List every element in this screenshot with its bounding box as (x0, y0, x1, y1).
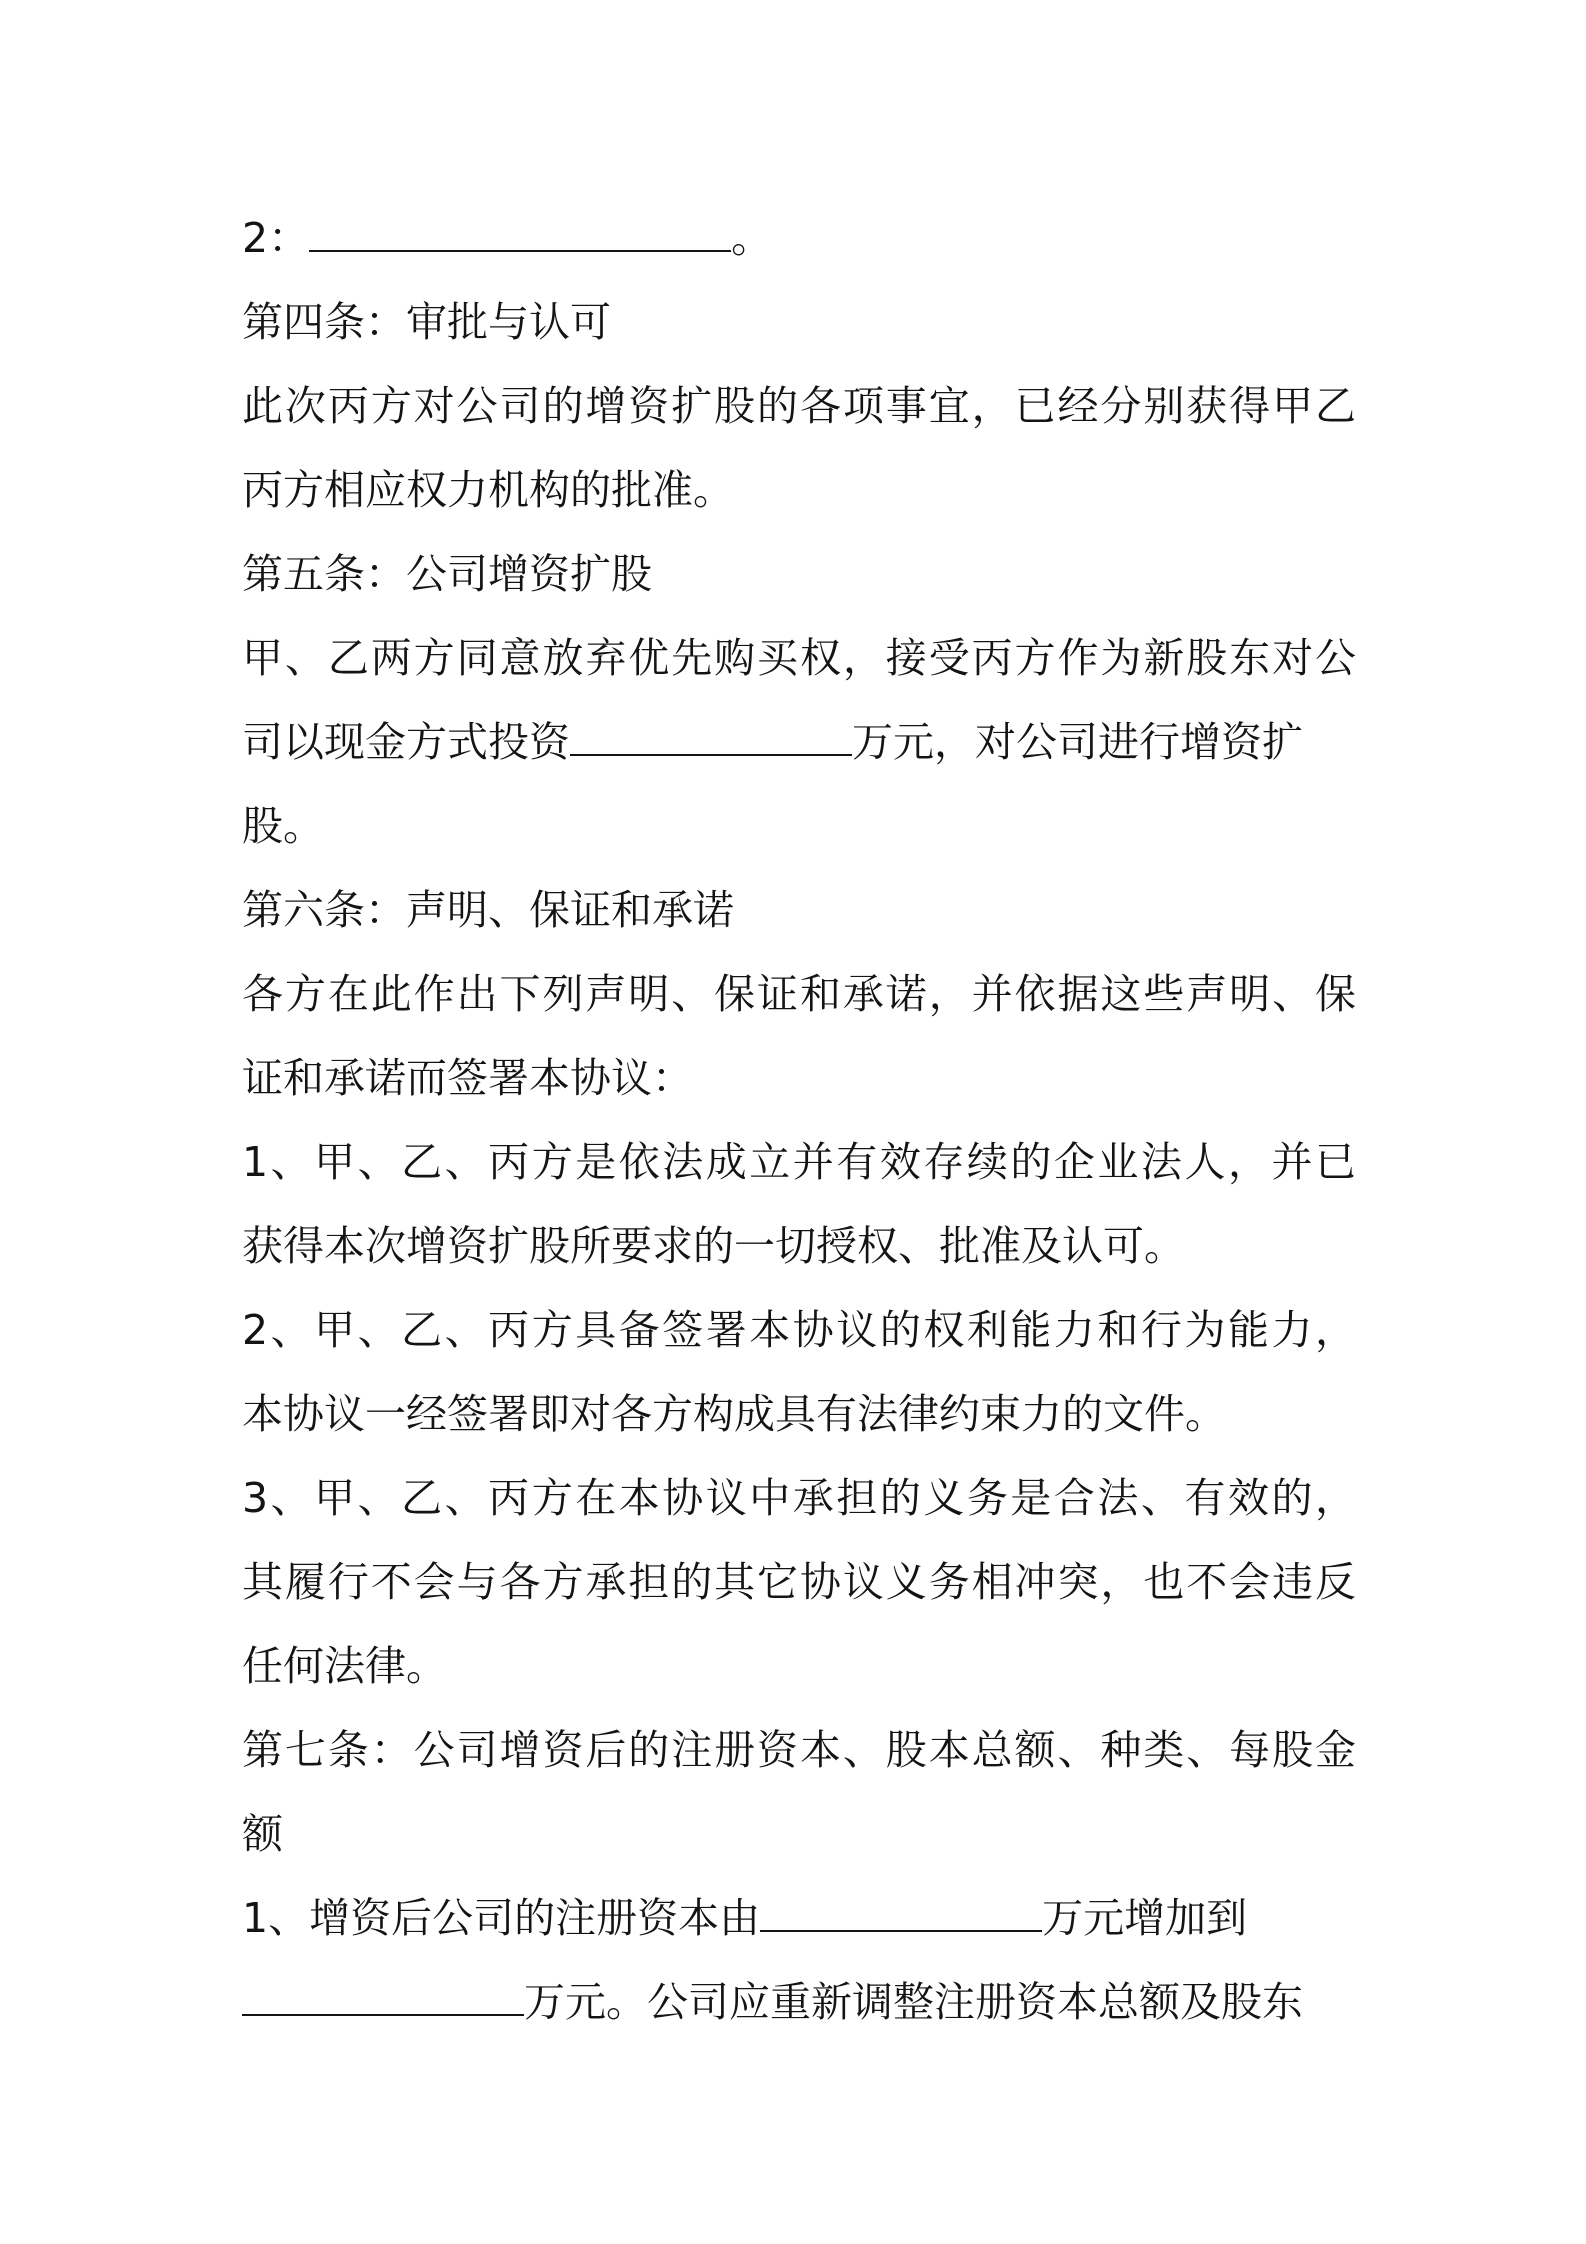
article-6-text-line-1: 各方在此作出下列声明、保证和承诺，并依据这些声明、保 (242, 970, 1356, 1018)
blank-field[interactable] (760, 1892, 1042, 1932)
article-6-item-3-line-1: 3、甲、乙、丙方在本协议中承担的义务是合法、有效的， (242, 1474, 1356, 1522)
article-6-heading: 第六条：声明、保证和承诺 (242, 886, 734, 934)
clause-2-number: 2： (242, 214, 310, 262)
article-6-text-line-2: 证和承诺而签署本协议： (242, 1054, 693, 1102)
article-4-text-line-1: 此次丙方对公司的增资扩股的各项事宜，已经分别获得甲乙 (242, 382, 1356, 430)
clause-2-period: 。 (731, 214, 773, 262)
article-5-heading: 第五条：公司增资扩股 (242, 550, 652, 598)
article-7-item-1-line-1 (242, 1876, 1356, 1960)
article-6-item-1-line-2: 获得本次增资扩股所要求的一切授权、批准及认可。 (242, 1222, 1185, 1270)
document-page (242, 196, 1356, 2044)
article-7-item-1-suffix: 万元增加到 (1042, 1894, 1248, 1942)
article-4-text-line-2: 丙方相应权力机构的批准。 (242, 466, 734, 514)
article-7-heading-line-2: 额 (242, 1810, 283, 1858)
article-5-text-prefix: 司以现金方式投资 (242, 718, 570, 766)
clause-2-line (242, 196, 1356, 280)
article-7-item-1-line-2 (242, 1960, 1356, 2044)
article-4-heading: 第四条：审批与认可 (242, 298, 611, 346)
blank-field[interactable] (309, 212, 731, 252)
article-7-heading-line-1: 第七条：公司增资后的注册资本、股本总额、种类、每股金 (242, 1726, 1356, 1774)
article-5-text-line-2 (242, 700, 1356, 784)
article-6-item-1-line-1: 1、甲、乙、丙方是依法成立并有效存续的企业法人，并已 (242, 1138, 1356, 1186)
article-7-item-1-line-2-text: 万元。公司应重新调整注册资本总额及股东 (524, 1978, 1303, 2026)
blank-field[interactable] (570, 716, 852, 756)
article-6-item-3-line-2: 其履行不会与各方承担的其它协议义务相冲突，也不会违反 (242, 1558, 1356, 1606)
article-6-item-2-line-1: 2、甲、乙、丙方具备签署本协议的权利能力和行为能力， (242, 1306, 1356, 1354)
article-5-text-line-1: 甲、乙两方同意放弃优先购买权，接受丙方作为新股东对公 (242, 634, 1356, 682)
article-5-text-line-3: 股。 (242, 802, 324, 850)
blank-field[interactable] (242, 1976, 524, 2016)
article-6-item-2-line-2: 本协议一经签署即对各方构成具有法律约束力的文件。 (242, 1390, 1226, 1438)
article-6-item-3-line-3: 任何法律。 (242, 1642, 447, 1690)
article-5-text-suffix: 万元，对公司进行增资扩 (852, 718, 1303, 766)
article-7-item-1-prefix: 1、增资后公司的注册资本由 (242, 1894, 761, 1942)
